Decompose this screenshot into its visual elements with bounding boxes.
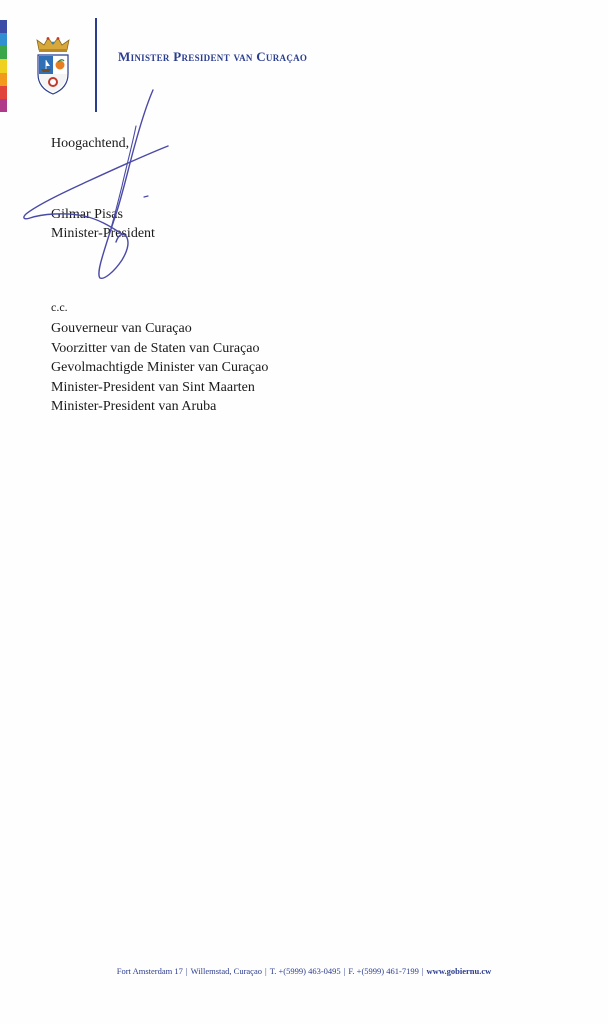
footer-website-link[interactable]: www.gobiernu.cw — [426, 966, 492, 976]
footer-city: Willemstad, Curaçao — [190, 966, 262, 976]
cc-recipient: Voorzitter van de Staten van Curaçao — [51, 340, 260, 356]
cc-block — [51, 298, 268, 416]
signer-name: Gilmar Pisas — [51, 207, 123, 222]
cc-recipient: Gouverneur van Curaçao — [51, 321, 192, 337]
footer-address: Fort Amsterdam 17 — [116, 966, 183, 976]
letterhead-footer: Fort Amsterdam 17 | Willemstad, Curaçao | T. +(5999) 463-0495 | F. +(5999) 461-7199 | www.gobiernu.cw — [116, 966, 492, 976]
cc-recipient: Gevolmachtigde Minister van Curaçao — [51, 360, 269, 376]
coat-of-arms-icon — [34, 36, 72, 96]
color-strip — [0, 20, 7, 112]
footer-phone: T. +(5999) 463-0495 — [269, 966, 341, 976]
letter-closing: Hoogachtend, — [51, 136, 130, 151]
cc-recipient: Minister-President van Sint Maarten — [51, 379, 255, 395]
cc-label: c.c. — [51, 300, 68, 314]
signer-title: Minister-President — [51, 226, 155, 241]
header-divider — [95, 18, 97, 112]
footer-fax: F. +(5999) 461-7199 — [348, 966, 419, 976]
handwritten-signature — [18, 86, 178, 286]
cc-recipient: Minister-President van Aruba — [51, 399, 217, 415]
office-title: Minister President van Curaçao — [118, 49, 308, 64]
